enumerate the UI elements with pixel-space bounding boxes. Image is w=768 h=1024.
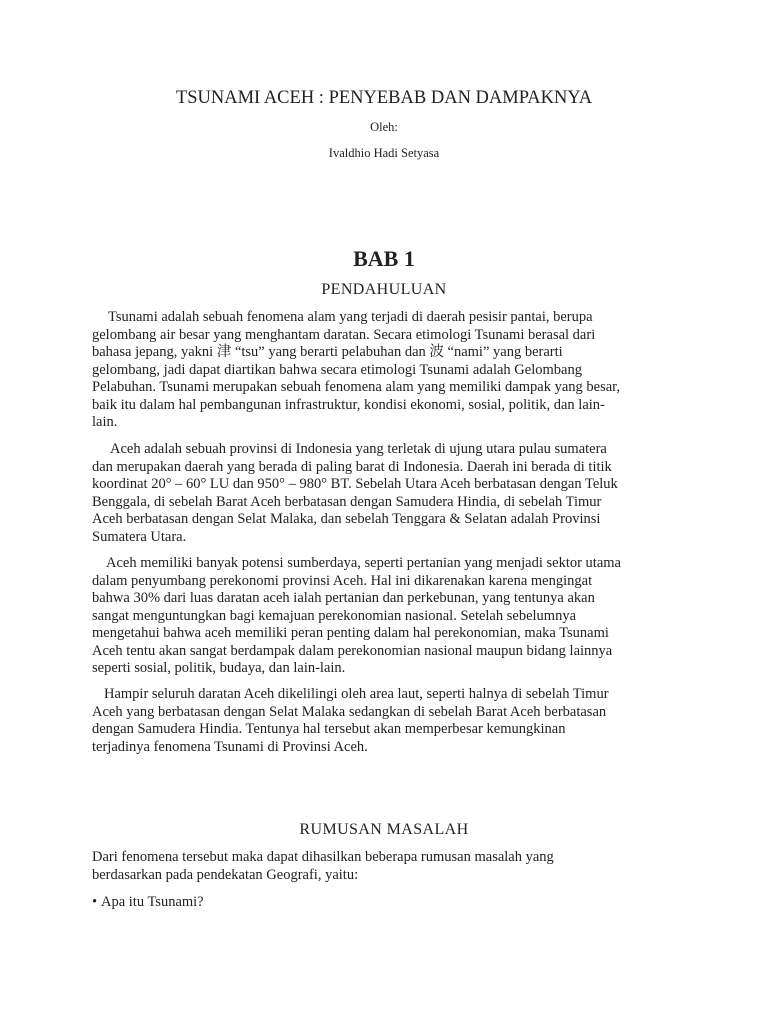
paragraph [92, 309, 620, 432]
paragraph-line: bahasa jepang, yakni 津 “tsu” yang berarti pelabuhan dan 波 “nami” yang berarti [92, 344, 563, 360]
paragraph-line: gelombang, jadi dapat diartikan bahwa secara etimologi Tsunami adalah Gelombang [92, 361, 582, 378]
paragraph-line: berdasarkan pada pendekatan Geografi, yaitu: [92, 866, 359, 883]
paragraph-line: terjadinya fenomena Tsunami di Provinsi Aceh. [92, 738, 368, 755]
paragraph-line: Dari fenomena tersebut maka dapat dihasilkan beberapa rumusan masalah yang [92, 849, 554, 865]
paragraph-line: Aceh berbatasan dengan Selat Malaka, dan sebelah Tenggara & Selatan adalah Provinsi [92, 511, 601, 527]
paragraph-line: Tsunami adalah sebuah fenomena alam yang terjadi di daerah pesisir pantai, berupa [108, 309, 593, 325]
section-title-introduction: PENDAHULUAN [321, 281, 447, 298]
paragraph-line: bahwa 30% dari luas daratan aceh ialah pertanian dan perkebunan, yang tentunya akan [92, 590, 595, 606]
paragraph [92, 686, 609, 756]
paragraph-line: dan merupakan daerah yang berada di paling barat di Indonesia. Daerah ini berada di titik [92, 458, 612, 475]
list-item-text: Apa itu Tsunami? [101, 894, 204, 910]
paragraph-line: sangat menguntungkan bagi kemajuan perekonomian nasional. Setelah sebelumnya [92, 607, 577, 624]
paragraph-line: Aceh tentu akan sangat berdampak dalam perekonomian nasional maupun bidang lainnya [92, 642, 613, 659]
paragraph-line: lain. [92, 414, 118, 430]
paragraph-line: Sumatera Utara. [92, 528, 187, 545]
bullet-icon [92, 894, 101, 910]
paragraph-line: seperti sosial, politik, budaya, dan lain-lain. [92, 660, 346, 676]
paragraph-line: Hampir seluruh daratan Aceh dikelilingi oleh area laut, seperti halnya di sebelah Timur [104, 686, 609, 702]
paragraph-line: Aceh memiliki banyak potensi sumberdaya, seperti pertanian yang menjadi sektor utama [106, 555, 621, 571]
paragraph-line: koordinat 20° – 60° LU dan 950° – 980° BT. Sebelah Utara Aceh berbatasan dengan Teluk [92, 476, 618, 492]
list-item [92, 894, 204, 912]
paragraph-line: dengan Samudera Hindia. Tentunya hal tersebut akan memperbesar kemungkinan [92, 721, 566, 737]
paragraph-line: gelombang air besar yang menghantam daratan. Secara etimologi Tsunami berasal dari [92, 326, 596, 343]
paragraph [92, 849, 554, 884]
section-title-problem-statement: RUMUSAN MASALAH [299, 821, 469, 838]
paragraph [92, 441, 618, 546]
paragraph-line: mengetahui bahwa aceh memiliki peran penting dalam hal perekonomian, maka Tsunami [92, 625, 609, 641]
paragraph-line: dalam penyumbang perekonomi provinsi Aceh. Hal ini dikarenakan karena mengingat [92, 572, 593, 589]
paragraph-line: Aceh adalah sebuah provinsi di Indonesia yang terletak di ujung utara pulau sumatera [110, 441, 607, 457]
paragraph-line: Benggala, di sebelah Barat Aceh berbatasan dengan Samudera Hindia, di sebelah Timur [92, 493, 602, 510]
author-by-label: Oleh: [370, 120, 398, 134]
paragraph-line: baik itu dalam hal pembangunan infrastruktur, kondisi ekonomi, sosial, politik, dan lain- [92, 396, 605, 413]
chapter-heading: BAB 1 [353, 246, 415, 271]
paragraph [92, 555, 621, 678]
paragraph-line: Aceh yang berbatasan dengan Selat Malaka sedangkan di sebelah Barat Aceh berbatasan [92, 703, 607, 720]
paragraph-line: Pelabuhan. Tsunami merupakan sebuah fenomena alam yang memiliki dampak yang besar, [92, 379, 621, 395]
author-name: Ivaldhio Hadi Setyasa [328, 146, 440, 160]
document-title: TSUNAMI ACEH : PENYEBAB DAN DAMPAKNYA [175, 88, 593, 108]
